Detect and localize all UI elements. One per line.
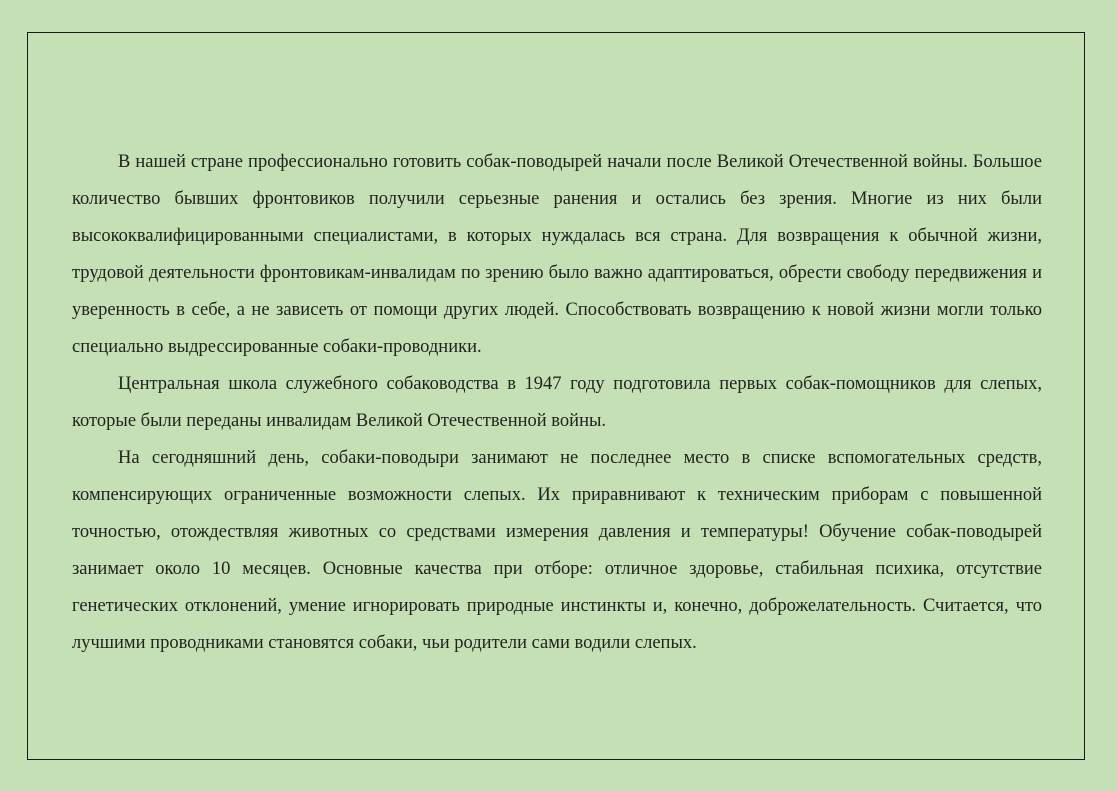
paragraph-school: Центральная школа служебного собаководства в 1947 году подготовила первых собак-помощников для слепых, которые были переданы инвалидам Великой Отечественной войны. bbox=[72, 374, 1042, 431]
paragraph-today: На сегодняшний день, собаки-поводыри занимают не последнее место в списке вспомогательных средств, компенсирующих ограниченные возможности слепых. Их приравнивают к техническим приборам с повышенной точностью, отождествляя животных со средствами измерения давления и температуры! Обучение собак-поводырей занимает около 10 месяцев. Основные качества при отборе: отличное здоровье, стабильная психика, отсутствие генетических отклонений, умение игнорировать природные инстинкты и, конечно, доброжелательность. Считается, что лучшими проводниками становятся собаки, чьи родители сами водили слепых. bbox=[72, 448, 1042, 653]
paragraph-history: В нашей стране профессионально готовить собак-поводырей начали после Великой Отечественной войны. Большое количество бывших фронтовиков получили серьезные ранения и остались без зрения. Многие из них были высококвалифицированными специалистами, в которых нуждалась вся страна. Для возвращения к обычной жизни, трудовой деятельности фронтовикам-инвалидам по зрению было важно адаптироваться, обрести свободу передвижения и уверенность в себе, а не зависеть от помощи других людей. Способствовать возвращению к новой жизни могли только специально выдрессированные собаки-проводники. bbox=[72, 152, 1042, 357]
text-body bbox=[72, 144, 1042, 662]
